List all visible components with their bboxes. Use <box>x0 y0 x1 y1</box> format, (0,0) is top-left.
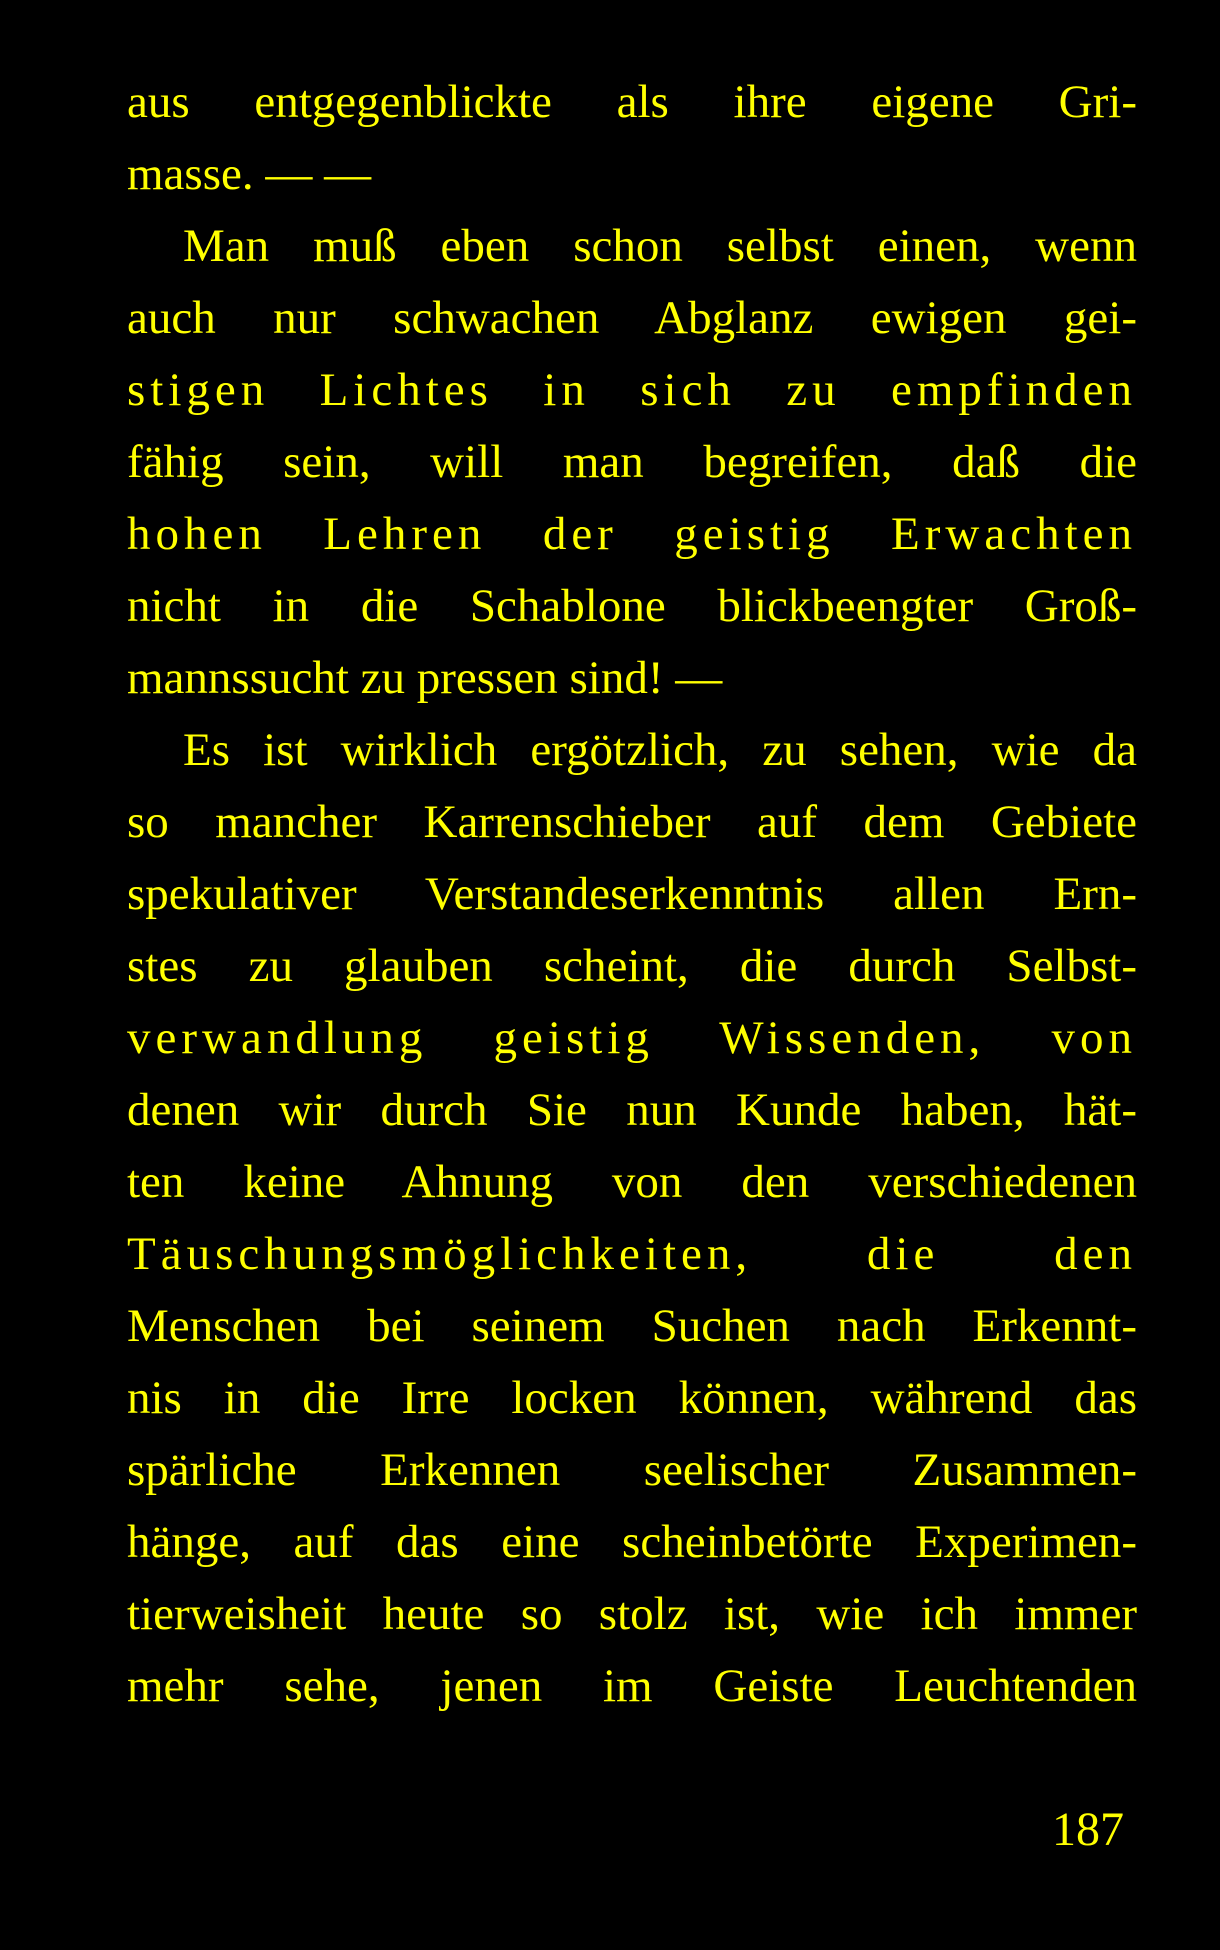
text-line: hohen Lehren der geistig Erwachten <box>127 508 1137 560</box>
text-line: spärliche Erkennen seelischer Zusammen- <box>127 1444 1137 1496</box>
page-number: 187 <box>1052 1803 1124 1856</box>
text-line: verwandlung geistig Wissenden, von <box>127 1012 1137 1064</box>
paragraph-start-line: Man muß eben schon selbst einen, wenn <box>183 220 1137 272</box>
text-line: fähig sein, will man begreifen, daß die <box>127 436 1137 488</box>
text-line: hänge, auf das eine scheinbetörte Experimen- <box>127 1516 1137 1568</box>
text-line: ten keine Ahnung von den verschiedenen <box>127 1156 1137 1208</box>
text-line: auch nur schwachen Abglanz ewigen gei- <box>127 292 1137 344</box>
text-line: masse. — — <box>127 148 372 200</box>
text-line: aus entgegenblickte als ihre eigene Gri- <box>127 76 1137 128</box>
paragraph-start-line: Es ist wirklich ergötzlich, zu sehen, wie da <box>183 724 1137 776</box>
text-line: stigen Lichtes in sich zu empfinden <box>127 364 1137 416</box>
text-line: mannssucht zu pressen sind! — <box>127 652 723 704</box>
text-line: tierweisheit heute so stolz ist, wie ich immer <box>127 1588 1137 1640</box>
text-line: stes zu glauben scheint, die durch Selbst- <box>127 940 1137 992</box>
text-line: denen wir durch Sie nun Kunde haben, hät- <box>127 1084 1137 1136</box>
text-line: Täuschungsmöglichkeiten, die den <box>127 1228 1137 1280</box>
text-line: Menschen bei seinem Suchen nach Erkennt- <box>127 1300 1137 1352</box>
text-line: nicht in die Schablone blickbeengter Groß- <box>127 580 1137 632</box>
text-line: so mancher Karrenschieber auf dem Gebiete <box>127 796 1137 848</box>
text-line: mehr sehe, jenen im Geiste Leuchtenden <box>127 1660 1137 1712</box>
text-line: spekulativer Verstandeserkenntnis allen Ern- <box>127 868 1137 920</box>
text-line: nis in die Irre locken können, während das <box>127 1372 1137 1424</box>
